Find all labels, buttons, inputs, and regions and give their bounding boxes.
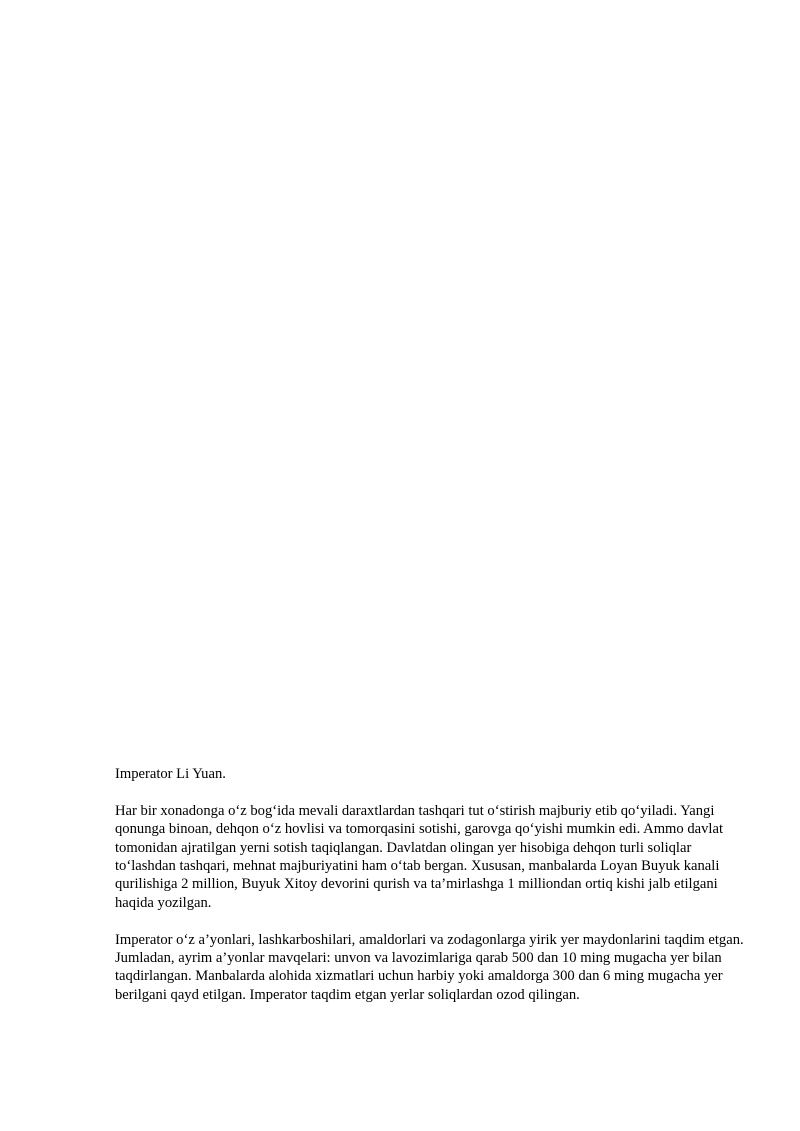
text-block [115,765,755,1004]
paragraph: Imperator o‘z a’yonlari, lashkarboshilari, amaldorlari va zodagonlarga yirik yer maydonlarini taqdim etgan. Jumladan, ayrim a’yonlar mavqelari: unvon va lavozimlariga qarab 500 dan 10 ming mugacha yer bilan taqdirlangan. Manbalarda alohida xizmatlari uchun harbiy yoki amaldorga 300 dan 6 ming mugacha yer berilgani qayd etilgan. Imperator taqdim etgan yerlar soliqlardan ozod qilingan. [115,931,744,1003]
paragraph: Har bir xonadonga o‘z bog‘ida mevali daraxtlardan tashqari tut o‘stirish majburiy etib qo‘yiladi. Yangi qonunga binoan, dehqon o‘z hovlisi va tomorqasini sotishi, garovga qo‘yishi mumkin edi. Ammo davlat tomonidan ajratilgan yerni sotish taqiqlangan. Davlatdan olingan yer hisobiga dehqon turli soliqlar to‘lashdan tashqari, mehnat majburiyatini ham o‘tab bergan. Xususan, manbalarda Loyan Buyuk kanali qurilishiga 2 million, Buyuk Xitoy devorini qurish va ta’mirlashga 1 milliondan ortiq kishi jalb etilgani haqida yozilgan. [115,802,723,911]
image-caption: Imperator Li Yuan. [115,766,226,782]
